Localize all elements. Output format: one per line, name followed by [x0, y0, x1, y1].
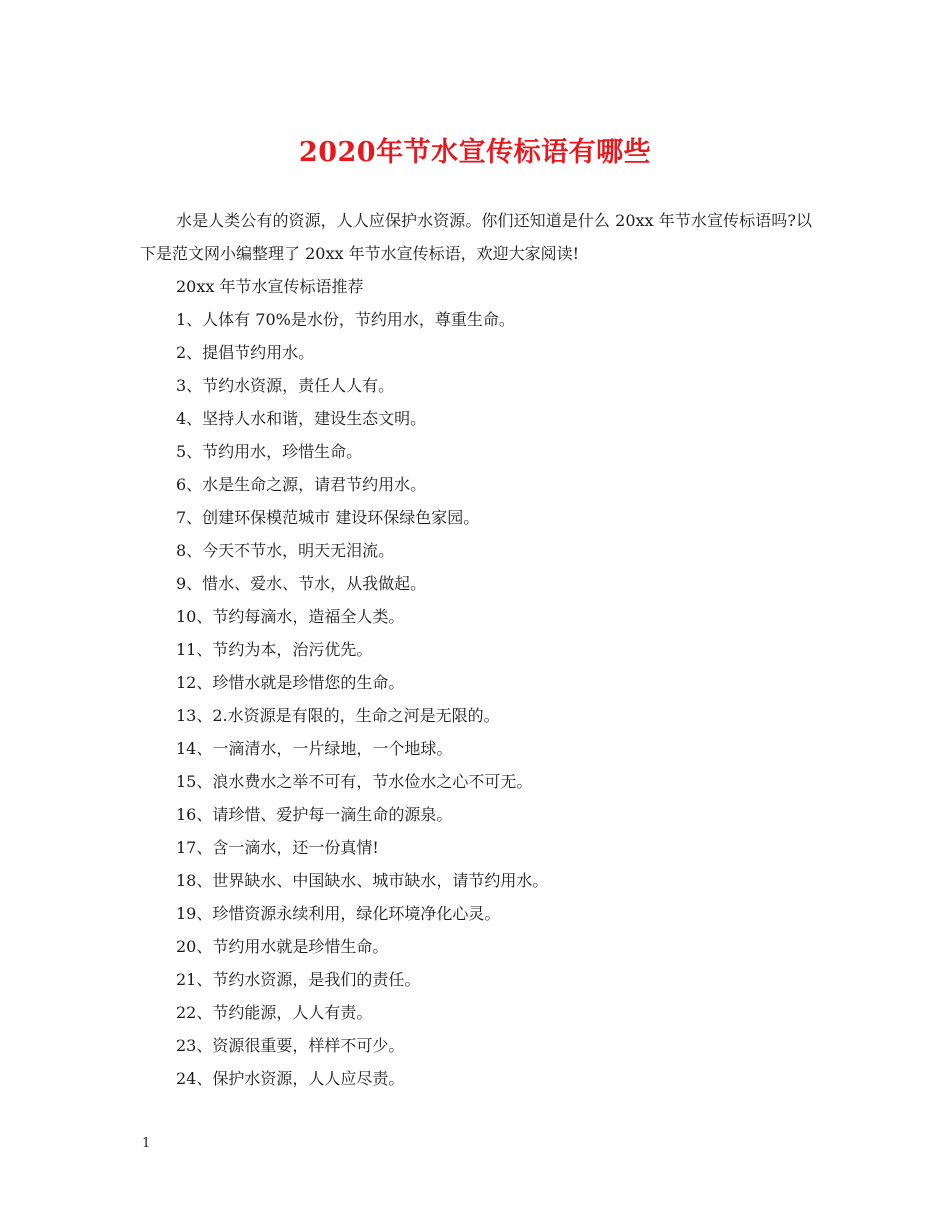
document-body: [140, 204, 812, 1095]
page-number: 1: [142, 1136, 151, 1151]
slogan-item: 20、节约用水就是珍惜生命。: [176, 937, 389, 956]
slogan-item: 14、一滴清水，一片绿地，一个地球。: [176, 739, 453, 758]
slogan-item: 11、节约为本，治污优先。: [176, 640, 373, 659]
slogan-item: 3、节约水资源，责任人人有。: [176, 376, 395, 395]
slogan-item: 24、保护水资源，人人应尽责。: [176, 1069, 405, 1088]
slogan-item: 13、2.水资源是有限的，生命之河是无限的。: [176, 706, 500, 725]
slogan-item: 7、创建环保模范城市 建设环保绿色家园。: [176, 508, 480, 527]
slogan-list: [140, 303, 812, 1095]
slogan-item: 16、请珍惜、爱护每一滴生命的源泉。: [176, 805, 453, 824]
page-title: 2020年节水宣传标语有哪些: [298, 137, 652, 168]
slogan-item: 8、今天不节水，明天无泪流。: [176, 541, 395, 560]
slogan-item: 12、珍惜水就是珍惜您的生命。: [176, 673, 405, 692]
slogan-item: 19、珍惜资源永续利用，绿化环境净化心灵。: [176, 904, 501, 923]
slogan-item: 22、节约能源，人人有责。: [176, 1003, 373, 1022]
slogan-item: 17、含一滴水，还一份真情!: [176, 838, 379, 857]
slogan-item: 21、节约水资源，是我们的责任。: [176, 970, 421, 989]
slogan-item: 15、浪水费水之举不可有，节水俭水之心不可无。: [176, 772, 533, 791]
slogan-item: 18、世界缺水、中国缺水、城市缺水，请节约用水。: [176, 871, 549, 890]
slogan-item: 2、提倡节约用水。: [176, 343, 315, 362]
slogan-list-heading: 20xx 年节水宣传标语推荐: [176, 277, 364, 296]
slogan-item: 5、节约用水，珍惜生命。: [176, 442, 363, 461]
slogan-item: 6、水是生命之源，请君节约用水。: [176, 475, 427, 494]
slogan-item: 10、节约每滴水，造福全人类。: [176, 607, 405, 626]
intro-paragraph: 水是人类公有的资源，人人应保护水资源。你们还知道是什么 20xx 年节水宣传标语吗?以下是范文网小编整理了 20xx 年节水宣传标语，欢迎大家阅读!: [140, 211, 812, 263]
slogan-item: 9、惜水、爱水、节水，从我做起。: [176, 574, 427, 593]
slogan-item: 4、坚持人水和谐，建设生态文明。: [176, 409, 427, 428]
slogan-item: 1、人体有 70%是水份，节约用水，尊重生命。: [176, 310, 515, 329]
slogan-item: 23、资源很重要，样样不可少。: [176, 1036, 405, 1055]
